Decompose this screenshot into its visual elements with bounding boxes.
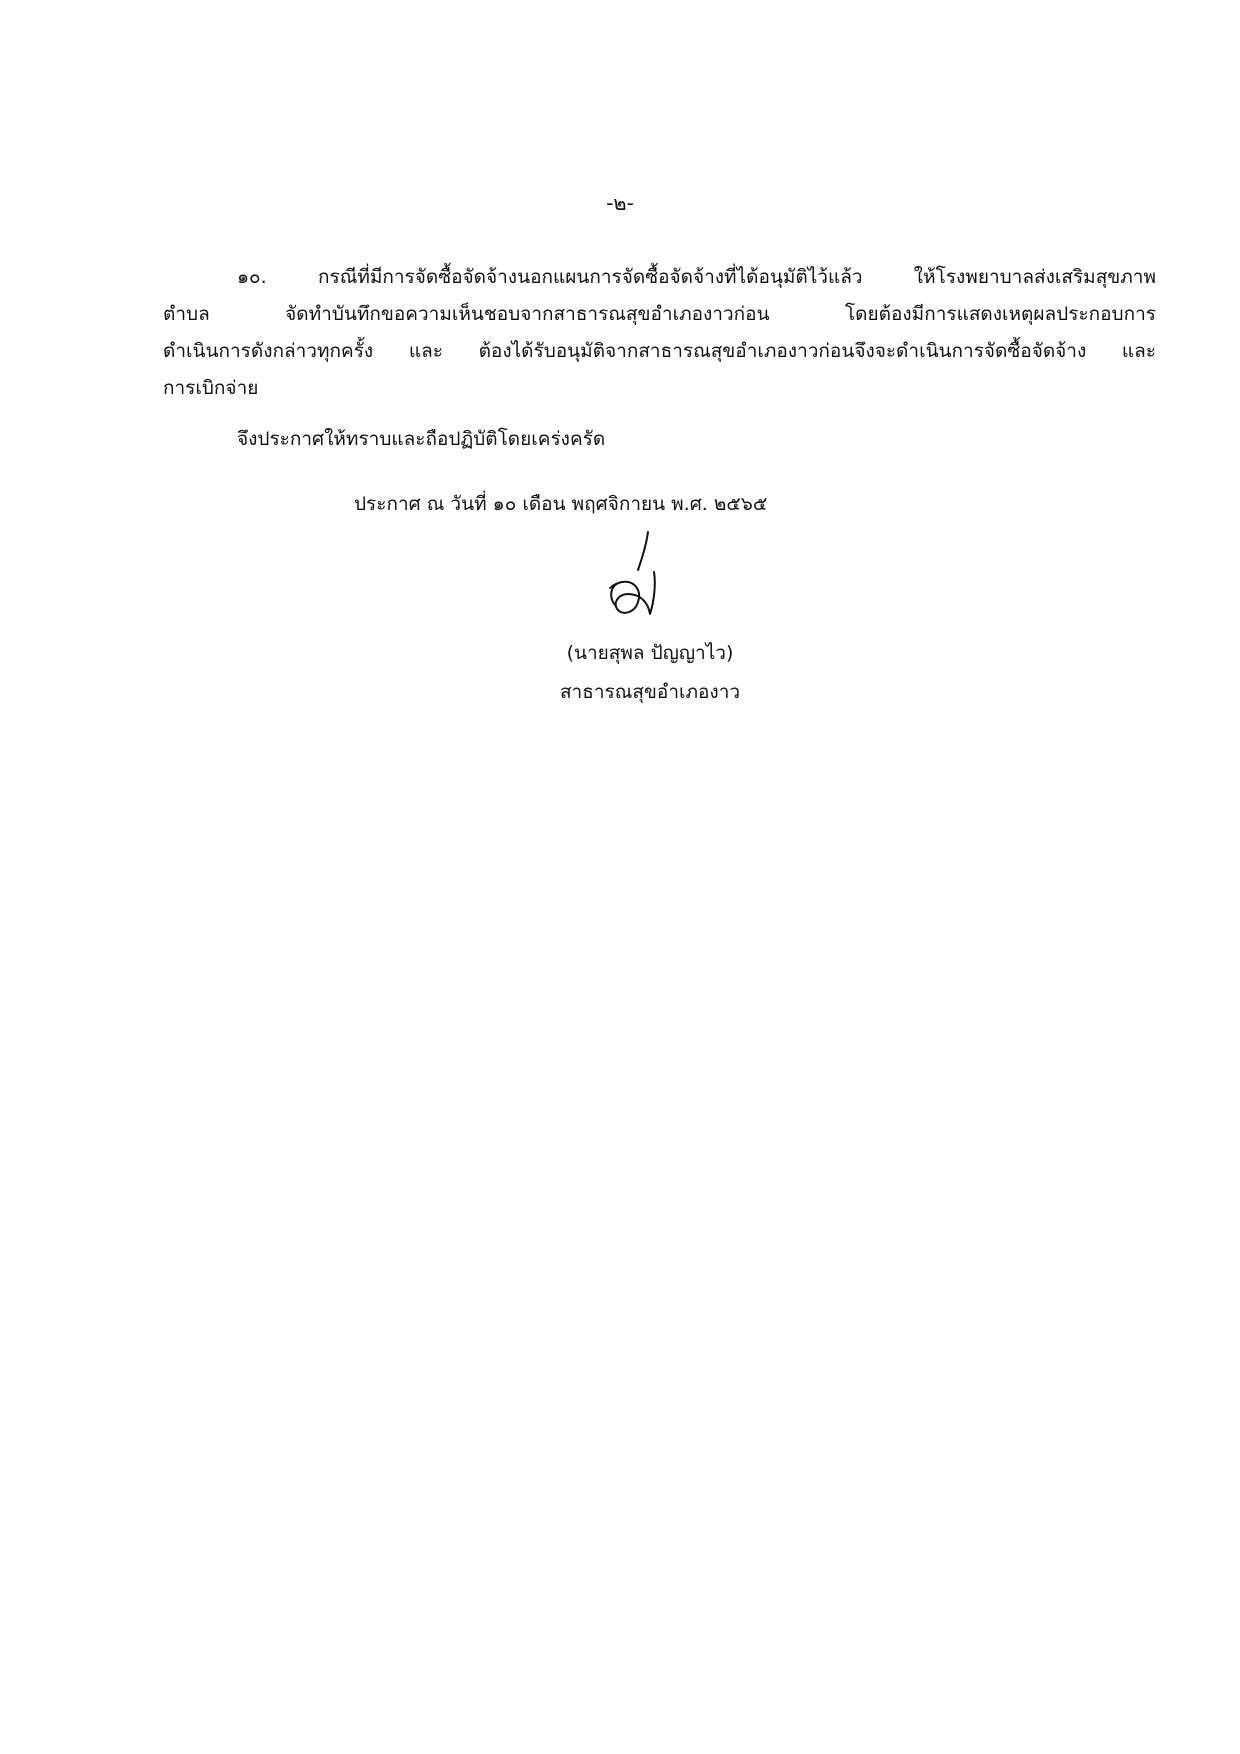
paragraph-line: ดำเนินการดังกล่าวทุกครั้ง และ ต้องได้รับอนุมัติจากสาธารณสุขอำเภองาวก่อนจึงจะดำเนินการจัดซื้อจัดจ้าง และ [163, 340, 1156, 362]
page-number: -๒- [606, 191, 634, 215]
paragraph-10 [163, 259, 1156, 407]
signer-name: (นายสุพล ปัญญาไว) [566, 642, 734, 664]
announcement-date: ประกาศ ณ วันที่ ๑๐ เดือน พฤศจิกายน พ.ศ. ๒๕๖๕ [354, 493, 768, 515]
paragraph-line: ๑๐. กรณีที่มีการจัดซื้อจัดจ้างนอกแผนการจัดซื้อจัดจ้างที่ได้อนุมัติไว้แล้ว ให้โรงพยาบาลส่งเสริมสุขภาพ [237, 266, 1156, 288]
handwritten-signature [588, 528, 688, 628]
closing-statement: จึงประกาศให้ทราบและถือปฏิบัติโดยเคร่งครัด [237, 428, 606, 450]
paragraph-line: ตำบล จัดทำบันทึกขอความเห็นชอบจากสาธารณสุขอำเภองาวก่อน โดยต้องมีการแสดงเหตุผลประกอบการ [163, 303, 1156, 325]
paragraph-line: การเบิกจ่าย [163, 377, 259, 399]
signer-title: สาธารณสุขอำเภองาว [559, 681, 741, 703]
